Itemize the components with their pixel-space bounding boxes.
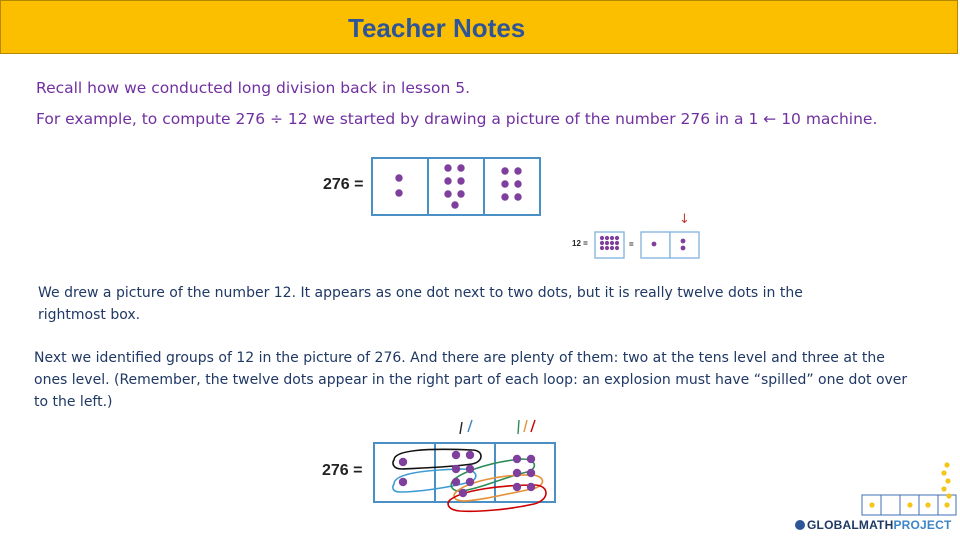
dot [444,164,451,171]
paragraph-2 [34,347,907,413]
paragraph-2-line-1: Next we identified groups of 12 in the picture of 276. And there are plenty of them: two at the tens level and three at the [34,350,885,366]
dot [444,177,451,184]
dot [514,180,521,187]
dot [501,193,508,200]
intro-line-1: Recall how we conducted long division back in lesson 5. [36,79,471,97]
machine-box-ones [484,158,540,215]
figure1-label: 276 = [323,176,364,193]
figure2-label: 276 = [322,462,363,479]
dot [514,193,521,200]
dot [457,177,464,184]
logo-text-project: PROJECT [893,518,952,532]
twelve-dots-box [594,231,626,259]
dot [501,167,508,174]
paragraph-2-line-2: ones level. (Remember, the twelve dots appear in the right part of each loop: an explosion must have “spilled” one dot over [34,372,908,388]
header-bar [0,0,958,54]
paragraph-2-line-3: to the left.) [34,394,113,410]
dot [395,189,402,196]
dot [457,164,464,171]
paragraph-1-line-2: rightmost box. [38,307,141,323]
logo-machine-graphic [860,458,958,518]
intro-line-2: For example, to compute 276 ÷ 12 we started by drawing a picture of the number 276 in a 1 ← 10 machine. [36,110,878,128]
logo-text-math: MATH [858,518,894,532]
dot [501,180,508,187]
paragraph-1-line-1: We drew a picture of the number 12. It appears as one dot next to two dots, but it is really twelve dots in the [38,285,803,301]
arrow-down-icon: ↓ [679,212,690,227]
groups-of-twelve-figure [372,412,562,518]
twelve-machine-figure [640,231,702,259]
dot [444,190,451,197]
dot [451,201,458,208]
dot [457,190,464,197]
dot [395,174,402,181]
globe-icon [795,520,805,530]
machine-276-figure [371,157,542,217]
paragraph-1 [38,282,803,326]
page-title: Teacher Notes [348,13,526,43]
machine-box-hundreds [372,158,428,215]
figure12-label: 12 = [572,239,588,248]
dot [514,167,521,174]
figure12-equals: = [629,240,634,249]
global-math-project-logo [795,518,952,532]
logo-text-global: GLOBAL [807,518,859,532]
